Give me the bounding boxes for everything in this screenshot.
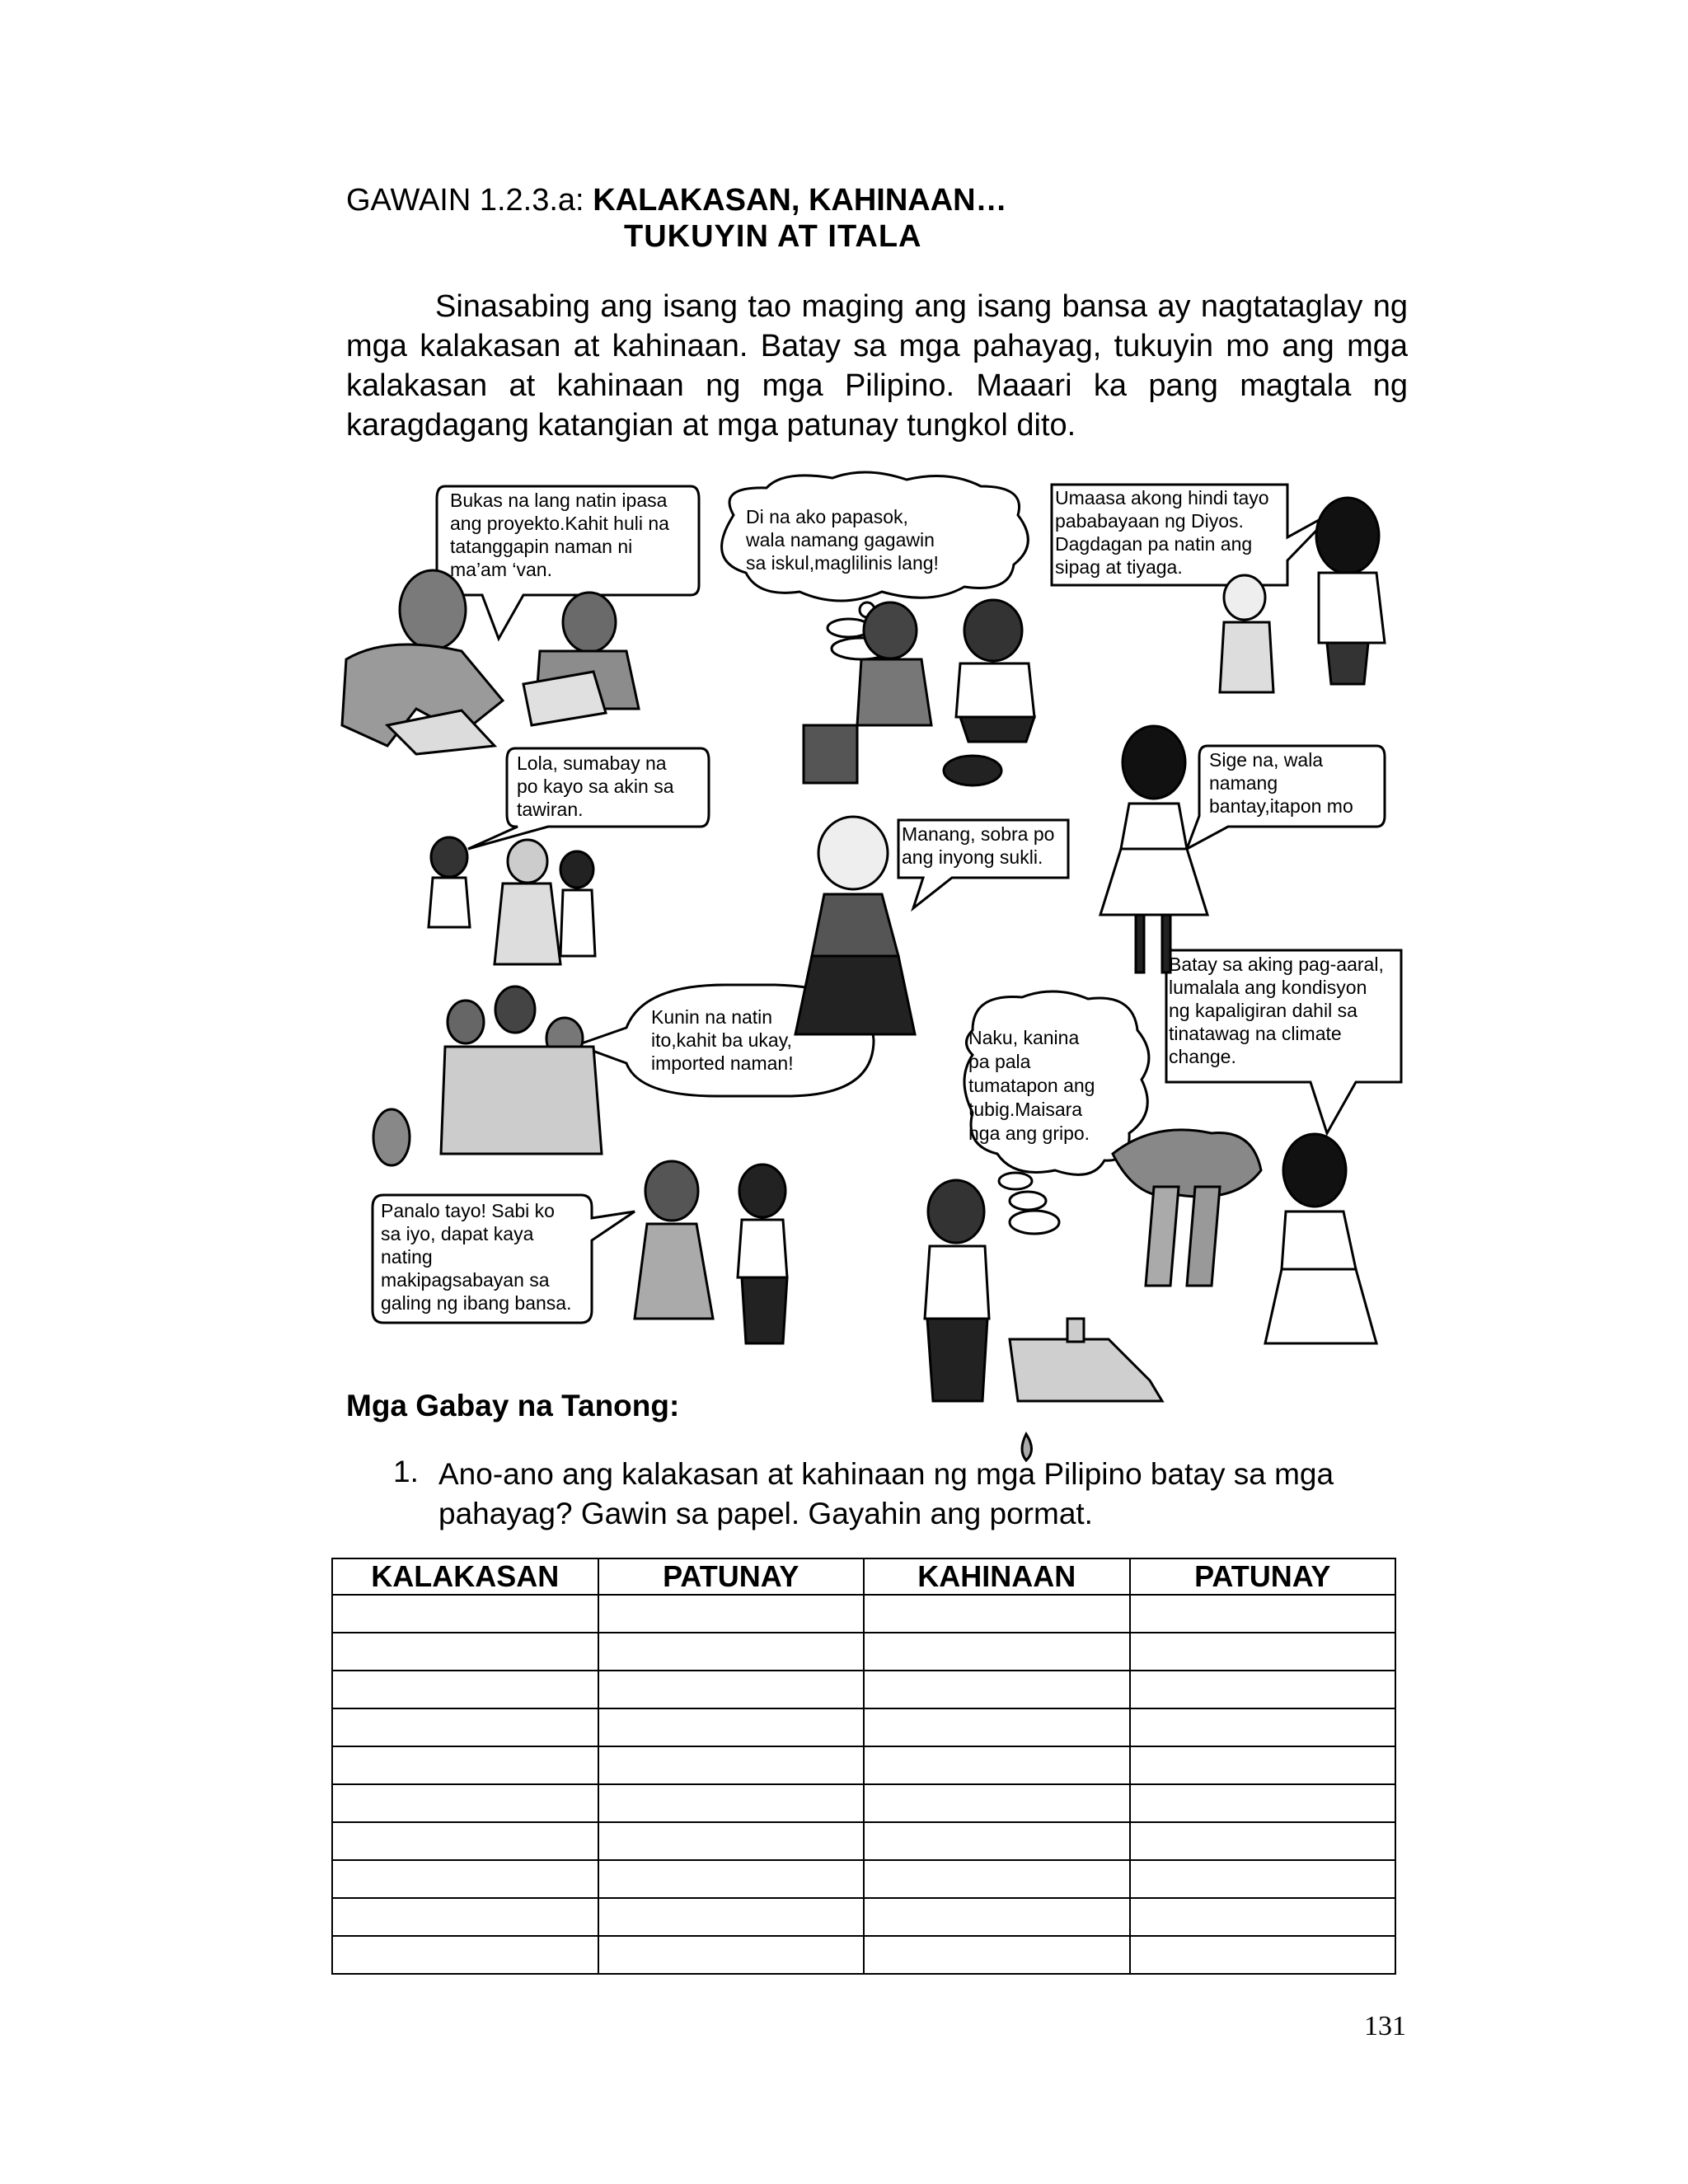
format-table — [331, 1558, 1396, 1975]
bubble-text-1: Bukas na lang natin ipasa ang proyekto.Kahit huli na tatanggapin naman ni ma’am ‘van. — [450, 490, 669, 580]
table-cell — [598, 1746, 865, 1784]
figure-couple-with-flowers — [635, 1161, 787, 1343]
table-cell — [1130, 1784, 1396, 1822]
table-cell — [332, 1633, 598, 1671]
question-number: 1. — [393, 1455, 419, 1488]
table-cell — [598, 1595, 865, 1633]
figure-men-shopping — [373, 987, 602, 1165]
table-cell — [598, 1860, 865, 1898]
bubble-text-8: Kunin na natin ito,kahit ba ukay, imported naman! — [651, 1006, 794, 1074]
table-row — [332, 1822, 1395, 1860]
table-row — [332, 1708, 1395, 1746]
header-kalakasan: KALAKASAN — [332, 1558, 598, 1595]
thought-dot — [1010, 1211, 1059, 1234]
table-row — [332, 1633, 1395, 1671]
table-row — [332, 1898, 1395, 1936]
table-cell — [332, 1936, 598, 1974]
table-cell — [864, 1898, 1130, 1936]
intro-text: Sinasabing ang isang tao maging ang isang bansa ay nagtataglay ng mga kalakasan at kahinaan. Batay sa mga pahayag, tukuyin mo ang mga kalakasan at kahinaan ng mga Pilipino. Maaari ka pang magtala ng karagdagang katangian at mga patunay tungkol dito. — [346, 289, 1408, 443]
bubble-text-3: Umaasa akong hindi tayo pababayaan ng Diyos. Dagdagan pa natin ang sipag at tiyaga. — [1055, 487, 1269, 578]
table-row — [332, 1860, 1395, 1898]
table-cell — [332, 1822, 598, 1860]
table-cell — [864, 1633, 1130, 1671]
table-cell — [864, 1936, 1130, 1974]
table-cell — [598, 1822, 865, 1860]
figure-two-children — [804, 600, 1034, 785]
table-cell — [864, 1784, 1130, 1822]
bubble-text-5: Sige na, wala namang bantay,itapon mo — [1209, 749, 1353, 817]
table-row — [332, 1671, 1395, 1708]
figure-girl-with-trees — [1113, 1130, 1376, 1343]
table-cell — [332, 1898, 598, 1936]
activity-subtitle: TUKUYIN AT ITALA — [624, 219, 922, 254]
bubble-text-7: Batay sa aking pag-aaral, lumalala ang kondisyon ng kapaligiran dahil sa tinatawag na climate change. — [1169, 954, 1384, 1067]
page-number: 131 — [1364, 2011, 1406, 2041]
guide-heading: Mga Gabay na Tanong: — [346, 1389, 680, 1422]
bubble-text-4: Lola, sumabay na po kayo sa akin sa tawiran. — [517, 752, 674, 820]
question-text: Ano-ano ang kalakasan at kahinaan ng mga Pilipino batay sa mga pahayag? Gawin sa papel. Gayahin ang pormat. — [438, 1457, 1334, 1530]
table-cell — [1130, 1595, 1396, 1633]
table-cell — [1130, 1746, 1396, 1784]
table-cell — [1130, 1822, 1396, 1860]
bubble-text-10: Panalo tayo! Sabi ko sa iyo, dapat kaya nating makipagsabayan sa galing ng ibang bansa. — [381, 1200, 572, 1314]
table-cell — [864, 1746, 1130, 1784]
table-header-row — [332, 1558, 1395, 1595]
header-patunay-1: PATUNAY — [598, 1558, 865, 1595]
table-cell — [1130, 1860, 1396, 1898]
figure-girl-with-bag — [795, 817, 915, 1034]
table-row — [332, 1936, 1395, 1974]
bubble-text-9: Naku, kanina pa pala tumatapon ang tubig.Maisara nga ang gripo. — [968, 1027, 1095, 1144]
table-cell — [332, 1595, 598, 1633]
table-row — [332, 1595, 1395, 1633]
thought-dot — [999, 1173, 1032, 1189]
activity-code: GAWAIN 1.2.3.a: — [346, 183, 584, 218]
table-cell — [864, 1595, 1130, 1633]
header-kahinaan: KAHINAAN — [864, 1558, 1130, 1595]
table-cell — [332, 1784, 598, 1822]
bubble-text-2: Di na ako papasok, wala namang gagawin sa iskul,maglilinis lang! — [746, 506, 939, 574]
table-cell — [332, 1671, 598, 1708]
table-row — [332, 1784, 1395, 1822]
figure-children-with-lola — [429, 837, 595, 964]
table-cell — [598, 1784, 865, 1822]
table-cell — [1130, 1633, 1396, 1671]
table-cell — [332, 1708, 598, 1746]
activity-title-bold: KALAKASAN, KAHINAAN… — [593, 183, 1007, 218]
figure-boy-at-faucet — [925, 1180, 1162, 1460]
table-cell — [1130, 1671, 1396, 1708]
table-cell — [332, 1860, 598, 1898]
header-patunay-2: PATUNAY — [1130, 1558, 1396, 1595]
table-cell — [1130, 1708, 1396, 1746]
table-cell — [1130, 1936, 1396, 1974]
table-cell — [598, 1708, 865, 1746]
table-row — [332, 1746, 1395, 1784]
table-cell — [598, 1671, 865, 1708]
table-cell — [864, 1860, 1130, 1898]
bubble-text-6: Manang, sobra po ang inyong sukli. — [902, 823, 1055, 868]
table-cell — [864, 1708, 1130, 1746]
table-body — [332, 1595, 1395, 1974]
table-cell — [864, 1822, 1130, 1860]
table-cell — [598, 1898, 865, 1936]
figure-student-reading — [342, 570, 639, 754]
table-cell — [864, 1671, 1130, 1708]
thought-dot — [1010, 1192, 1046, 1210]
table-cell — [598, 1936, 865, 1974]
figure-girl-throwing-trash — [1100, 726, 1207, 972]
table-cell — [332, 1746, 598, 1784]
table-cell — [598, 1633, 865, 1671]
table-cell — [1130, 1898, 1396, 1936]
